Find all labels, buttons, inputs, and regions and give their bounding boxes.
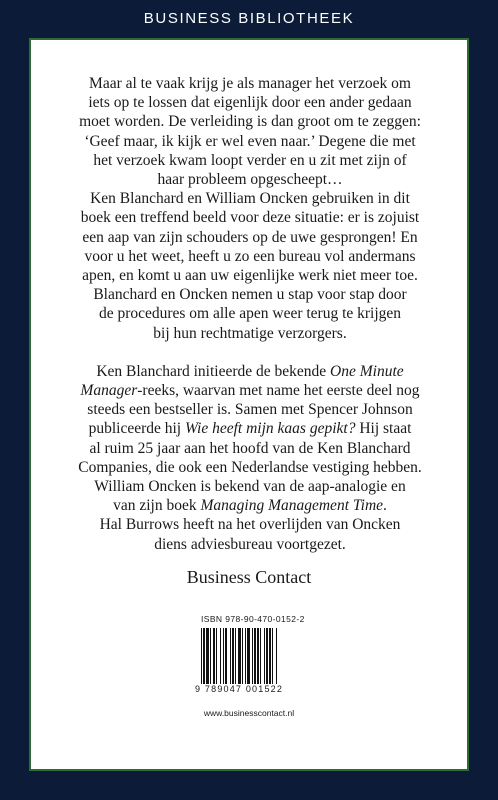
series-label: BUSINESS BIBLIOTHEEK: [143, 10, 355, 27]
blurb-line: apen, en komt u aan uw eigenlijke werk niet meer toe.: [82, 267, 418, 285]
bio-text: Ken Blanchard initieerde de bekende: [96, 362, 331, 380]
website-url: www.businesscontact.nl: [203, 708, 295, 718]
blurb-line: bij hun rechtmatige verzorgers.: [153, 324, 347, 342]
bio-line: [64, 362, 436, 381]
book-title: Wie heeft mijn kaas gepikt?: [184, 420, 356, 438]
bio-text: publiceerde hij: [88, 420, 185, 438]
series-title: Manager: [80, 382, 138, 400]
bio-line: William Oncken is bekend van de aap-analogie en: [94, 478, 406, 496]
series-title: One Minute: [330, 362, 404, 380]
bio-line: steeds een bestseller is. Samen met Spencer Johnson: [87, 401, 413, 419]
barcode-icon: [201, 628, 305, 684]
blurb-text: [64, 74, 436, 554]
blurb-line: een aap van zijn schouders op de uwe gesprongen! En: [82, 228, 418, 246]
text-panel: [29, 38, 469, 771]
blurb-line: boek een treffend beeld voor deze situatie: er is zojuist: [80, 209, 420, 227]
blurb-line: de procedures om alle apen weer terug te krijgen: [98, 305, 402, 323]
bio-text: Hij staat: [355, 420, 412, 438]
bio-text: .: [383, 497, 387, 515]
blurb-line: Maar al te vaak krijg je als manager het verzoek om: [89, 75, 411, 92]
blurb-line: ‘Geef maar, ik kijk er wel even naar.’ Degene die met: [84, 132, 416, 150]
blurb-line: iets op te lossen dat eigenlijk door een ander gedaan: [88, 94, 412, 112]
barcode-digits: 9 789047 001522: [195, 684, 284, 694]
bio-line: [64, 419, 436, 438]
publisher-name: Business Contact: [186, 567, 312, 587]
bio-line: al ruim 25 jaar aan het hoofd van de Ken Blanchard: [89, 439, 411, 457]
paragraph-gap: [64, 343, 436, 362]
blurb-line: het verzoek kwam loopt verder en u zit met zijn of: [93, 151, 407, 169]
blurb-line: Ken Blanchard en William Oncken gebruiken in dit: [90, 190, 410, 208]
book-title: Managing Management Time: [200, 497, 384, 515]
blurb-line: moet worden. De verleiding is dan groot om te zeggen:: [79, 113, 421, 131]
blurb-line: voor u het weet, heeft u zo een bureau vol andermans: [84, 247, 416, 265]
bio-line: [64, 496, 436, 515]
bio-line: diens adviesbureau voortgezet.: [154, 535, 346, 553]
blurb-line: haar probleem opgescheept…: [157, 171, 343, 189]
isbn-label: ISBN 978-90-470-0152-2: [201, 614, 305, 624]
bio-line: Hal Burrows heeft na het overlijden van Oncken: [99, 516, 401, 534]
bio-text: -reeks, waarvan met name het eerste deel nog: [137, 382, 420, 400]
bio-line: Companies, die ook een Nederlandse vestiging hebben.: [78, 458, 422, 476]
blurb-line: Blanchard en Oncken nemen u stap voor stap door: [93, 286, 407, 304]
bio-text: van zijn boek: [113, 497, 201, 515]
bio-line: [64, 381, 436, 400]
